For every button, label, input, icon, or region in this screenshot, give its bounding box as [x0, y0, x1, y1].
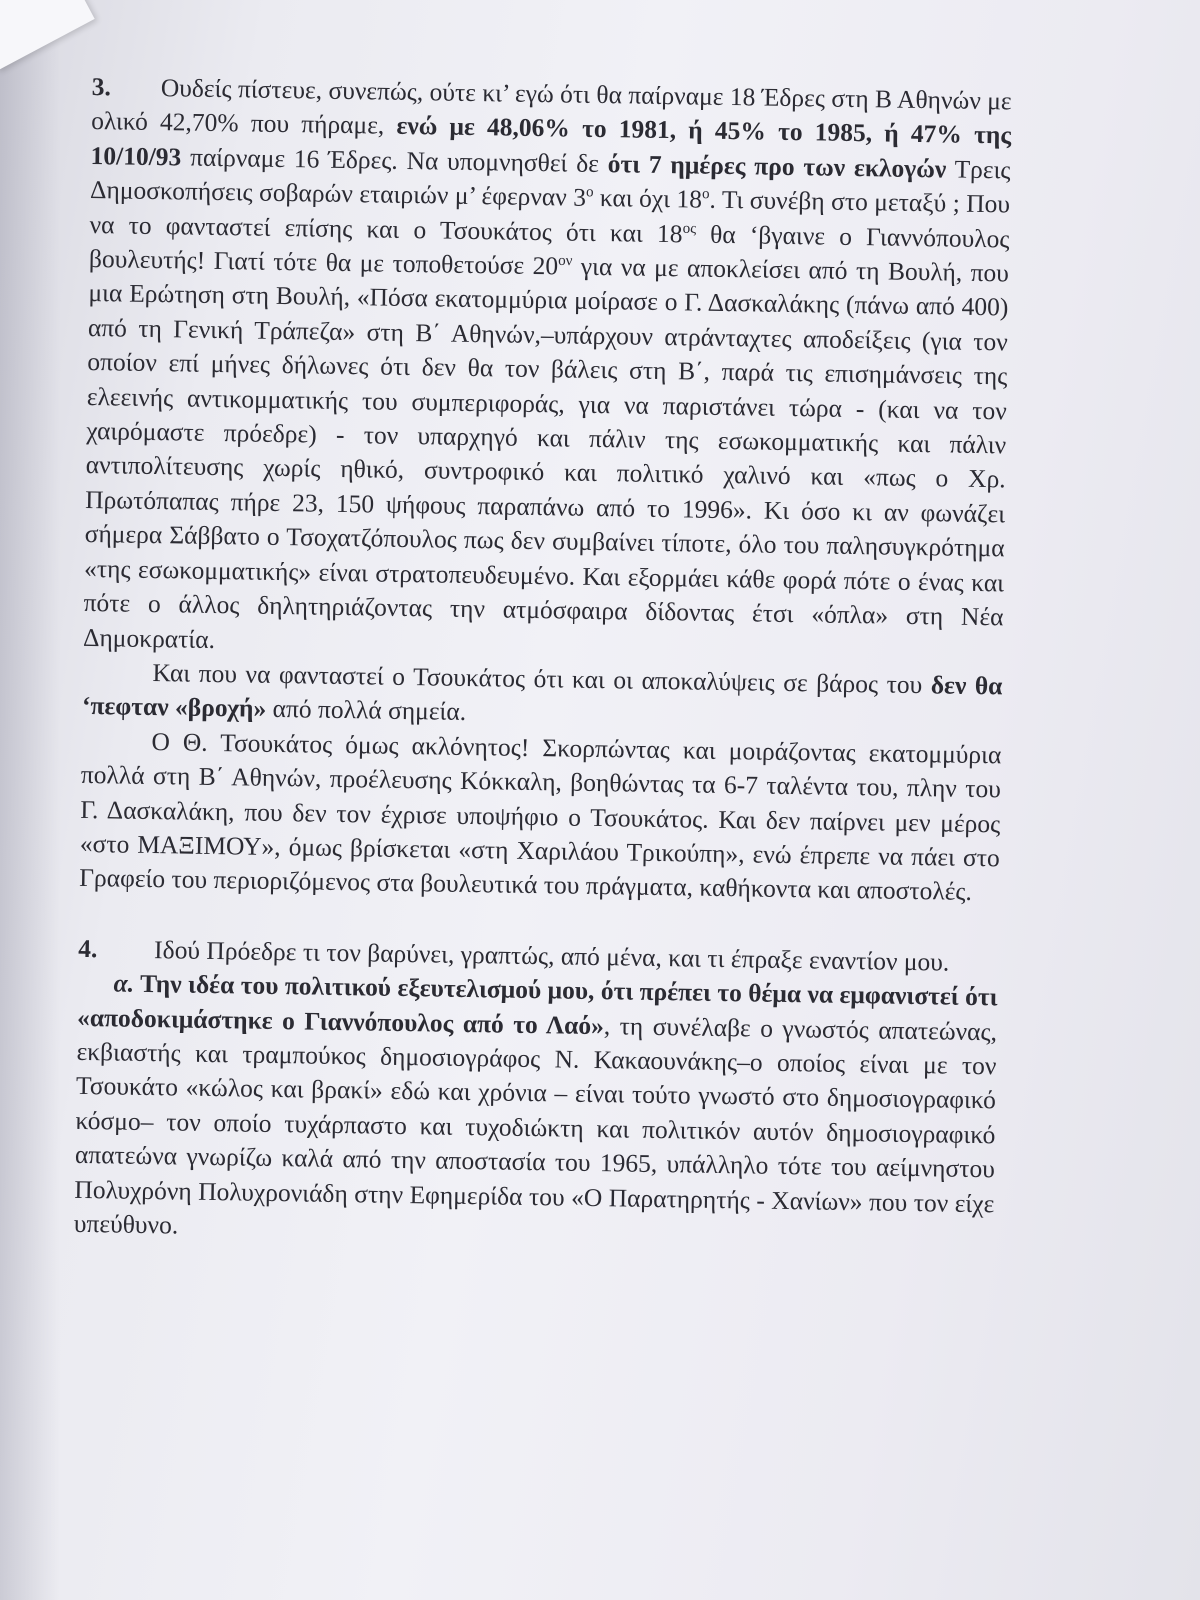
section-3-paragraph-1: [83, 70, 1012, 669]
text-run: και όχι 18: [593, 183, 703, 214]
text-run: Ιδού Πρόεδρε τι τον βαρύνει, γραπτώς, από μένα, και τι έπραξε εναντίον μου.: [153, 934, 950, 977]
section-4-item-a: [74, 966, 998, 1256]
text-run: παίρναμε 16 Έδρες. Να υπομνησθεί δε: [181, 142, 608, 178]
document-page: [74, 70, 1012, 1256]
item-letter: α.: [113, 968, 135, 998]
section-3-paragraph-3: Ο Θ. Τσουκάτος όμως ακλόνητος! Σκορπώντας και μοιράζοντας εκατομμύρια πολλά στη Β΄ Αθηνών, προέλευσης Κόκκαλη, βοηθώντας τα 6-7 ταλέντα του, πλην του Γ. Δασκαλάκη, που δεν τον έχρισε υποψήφιο ο Τσουκάτος. Και δεν παίρνει μεν μέρος «στο ΜΑΞΙΜΟΥ», όμως βρίσκεται «στη Χαριλάου Τρικούπη», ενώ έπρεπε να πάει στο Γραφείο του περιοριζόμενος στα βουλευτικά του πράγματα, καθήκοντα και αποστολές.: [79, 726, 1002, 907]
superscript: ο: [701, 186, 710, 203]
text-run: από πολλά σημεία.: [266, 694, 467, 727]
text-run: . Τι συνέβη στο μεταξύ ; Που να το φανταστεί επίσης και ο Τσουκάτος ότι και 18: [89, 184, 1011, 248]
bold-run: ενώ με 48,06% το 1981, ή 45% το 1985, ή 47% της 10/10/93: [90, 111, 1012, 172]
text-run: Τρεις Δημοσκοπήσεις σοβαρών εταιριών μ’ έφερναν 3: [89, 154, 1011, 212]
bold-run: ότι 7 ημέρες προ των εκλογών: [607, 148, 947, 184]
text-run: Ουδείς πίστευε, συνεπώς, ούτε κι’ εγώ ότι θα παίρναμε 18 Έδρες στη Β Αθηνών με ολικό 42,70% που πήραμε,: [90, 73, 1012, 141]
section-number: 4.: [77, 933, 98, 963]
text-run: , τη συνέλαβε ο γνωστός απατεώνας, εκβιαστής και τραμπούκος δημοσιογράφος Ν. Κακαουνάκης–ο οποίος είναι με τον Τσουκάτο «κώλος και βρακί» εδώ και χρόνια – είναι τούτο γνωστό στο δημοσιογραφικό κόσμο– τον οποίο τυχάρπαστο και τυχοδιώκτη και πολιτικόν αυτόν δημοσιογραφικό απατεώνα γνωρίζω καλά από την αποστασία του 1965, υπάλληλο τότε του αείμνηστου Πολυχρόνη Πολυχρονιάδη στην Εφημερίδα του «Ο Παρατηρητής - Χανίων» που τον είχε υπεύθυνο.: [73, 1010, 998, 1240]
text-run: για να με αποκλείσει από τη Βουλή, που μια Ερώτηση στη Βουλή, «Πόσα εκατομμύρια μοίρασε ο Γ. Δασκαλάκης (πάνω από 400) από τη Γενική Τράπεζα» στη Β΄ Αθηνών,–υπάρχουν ατράνταχτες αποδείξεις (για τον οποίον επί μήνες δήλωνες ότι δεν θα τον βάλεις στη Β΄, παρά τις επισημάνσεις της ελεεινής αντικομματικής του συμπεριφοράς, για να παριστάνει τώρα - (και να τον χαιρόμαστε πρόεδρε) - τον υπαρχηγό και πάλιν της εσωκομματικής και πάλιν αντιπολίτευσης χωρίς ηθικό, συντροφικό και πολιτικό χαλινό και «πως ο Χρ. Πρωτόπαπας πήρε 23, 150 ψήφους παραπάνω από το 1996». Κι όσο κι αν φωνάζει σήμερα Σάββατο ο Τσοχατζόπουλος πως δεν συμβαίνει τίποτε, όλο του παλησυγκρότημα «της εσωκομματικής» είναι στρατοπευδευμένο. Και εξορμάει κάθε φορά πότε ο ένας και πότε ο άλλος δηλητηριάζοντας την ατμόσφαιρα δίδοντας έτσι «όπλα» στη Νέα Δημοκρατία.: [82, 251, 1010, 654]
section-number: 3.: [91, 71, 112, 102]
text-run: θα ‘βγαινε ο Γιαννόπουλος βουλευτής! Γιατί τότε θα με τοποθετούσε 20: [88, 219, 1010, 281]
page-shadow: [0, 0, 60, 1600]
superscript: ον: [558, 252, 573, 270]
superscript: ος: [682, 220, 697, 237]
bold-run: Την ιδέα του πολιτικού εξευτελισμού μου, ότι πρέπει το θέμα να εμφανιστεί ότι «αποδοκιμάστηκε ο Γιαννόπουλος από το Λαό»: [76, 968, 998, 1040]
text-run: Και που να φανταστεί ο Τσουκάτος ότι και οι αποκαλύψεις σε βάρος του: [152, 657, 932, 700]
superscript: ο: [585, 184, 594, 201]
bold-run: δεν θα ‘πεφταν «βροχή»: [81, 670, 1003, 724]
